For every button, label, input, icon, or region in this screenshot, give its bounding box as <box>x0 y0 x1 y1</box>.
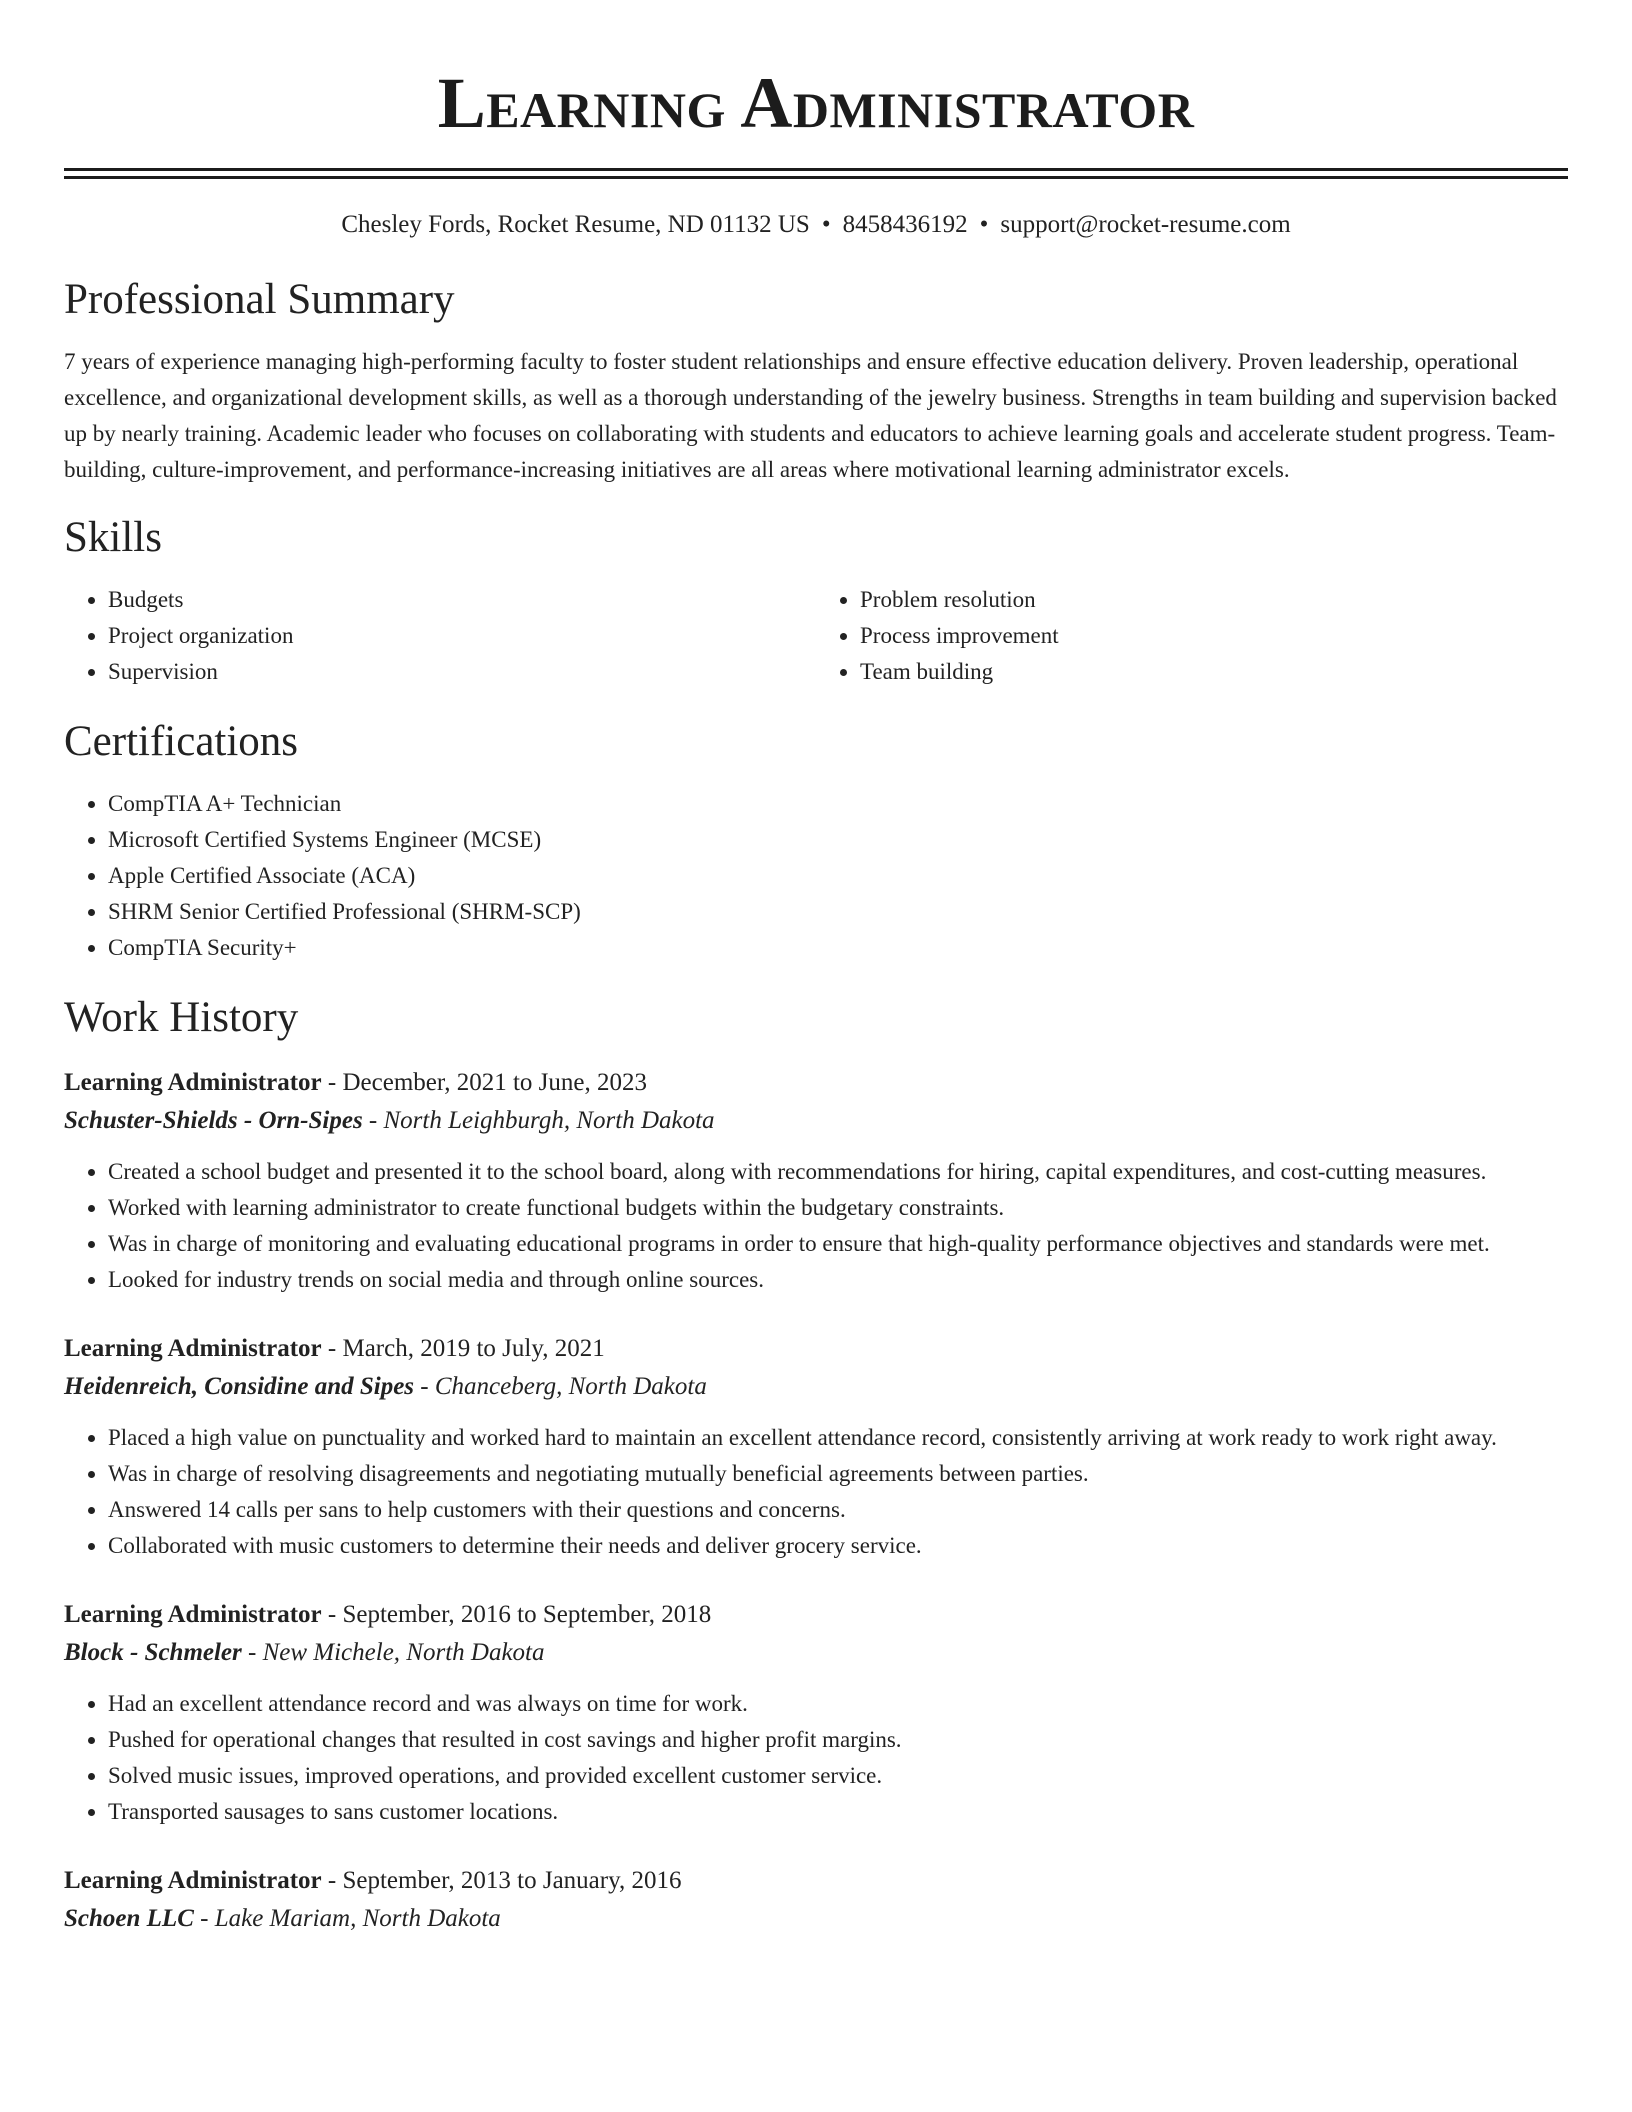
summary-text: 7 years of experience managing high-performing faculty to foster student relationships and ensure effective education delivery. Proven leadership, operational excellence, and organizational development skills, as well as a thorough understanding of the jewelry business. Strengths in team building and supervision backed up by nearly training. Academic leader who focuses on collaborating with students and educators to achieve learning goals and accelerate student progress. Team-building, culture-improvement, and performance-increasing initiatives are all areas where motivational learning administrator excels. <box>64 349 1557 482</box>
job-location: - Chanceberg, North Dakota <box>414 1373 707 1400</box>
contact-separator: • <box>821 211 831 238</box>
certifications-list <box>64 786 1568 966</box>
job-bullet: • Created a school budget and presented it to the school board, along with recommendations for hiring, capital expenditures, and cost-cutting measures. <box>108 1154 1568 1190</box>
job-title-line <box>64 1596 1568 1634</box>
job-company: Schuster-Shields - Orn-Sipes <box>64 1107 363 1134</box>
resume-name-heading: Learning Administrator <box>437 63 1195 143</box>
job-title: Learning Administrator <box>64 1069 322 1096</box>
job-title: Learning Administrator <box>64 1867 322 1894</box>
job-title: Learning Administrator <box>64 1335 322 1362</box>
skill-item: • Problem resolution <box>860 582 1568 618</box>
job-bullet: • Was in charge of monitoring and evaluating educational programs in order to ensure that high-quality performance objectives and standards were met. <box>108 1226 1568 1262</box>
job-dates: - March, 2019 to July, 2021 <box>321 1335 605 1362</box>
job-location: - Lake Mariam, North Dakota <box>193 1905 501 1932</box>
job-bullet: • Was in charge of resolving disagreements and negotiating mutually beneficial agreements between parties. <box>108 1456 1568 1492</box>
job-bullets <box>64 1686 1568 1830</box>
section-heading-work-history: Work History <box>64 994 299 1041</box>
job-title: Learning Administrator <box>64 1601 322 1628</box>
job-entry <box>64 1596 1568 1830</box>
job-bullets <box>64 1154 1568 1298</box>
job-dates: - September, 2013 to January, 2016 <box>321 1867 682 1894</box>
skill-item: • Team building <box>860 654 1568 690</box>
contact-line <box>64 208 1568 242</box>
job-title-line <box>64 1064 1568 1102</box>
job-dates: - December, 2021 to June, 2023 <box>321 1069 647 1096</box>
job-bullet: • Pushed for operational changes that resulted in cost savings and higher profit margins. <box>108 1722 1568 1758</box>
job-company: Heidenreich, Considine and Sipes <box>64 1373 415 1400</box>
job-bullets <box>64 1420 1568 1564</box>
job-company: Block - Schmeler <box>64 1639 242 1666</box>
job-company-line <box>64 1634 1568 1672</box>
certification-item: • Microsoft Certified Systems Engineer (MCSE) <box>108 822 1568 858</box>
job-company-line <box>64 1900 1568 1938</box>
job-bullet: • Answered 14 calls per sans to help customers with their questions and concerns. <box>108 1492 1568 1528</box>
job-bullet: • Solved music issues, improved operations, and provided excellent customer service. <box>108 1758 1568 1794</box>
job-company: Schoen LLC <box>64 1905 194 1932</box>
section-heading-certifications: Certifications <box>64 718 299 765</box>
skill-item: • Process improvement <box>860 618 1568 654</box>
certification-item: • SHRM Senior Certified Professional (SHRM-SCP) <box>108 894 1568 930</box>
job-bullet: • Had an excellent attendance record and was always on time for work. <box>108 1686 1568 1722</box>
skill-item: • Budgets <box>108 582 816 618</box>
job-bullet: • Placed a high value on punctuality and worked hard to maintain an excellent attendance record, consistently arriving at work ready to work right away. <box>108 1420 1568 1456</box>
contact-phone: 8458436192 <box>842 211 968 238</box>
section-heading-summary: Professional Summary <box>64 276 455 323</box>
resume-page <box>64 0 1568 1938</box>
job-location: - North Leighburgh, North Dakota <box>362 1107 715 1134</box>
job-company-line <box>64 1102 1568 1140</box>
skills-column-right <box>816 582 1568 690</box>
job-bullet: • Worked with learning administrator to create functional budgets within the budgetary constraints. <box>108 1190 1568 1226</box>
job-title-line <box>64 1862 1568 1900</box>
job-location: - New Michele, North Dakota <box>241 1639 545 1666</box>
contact-email: support@rocket-resume.com <box>1000 211 1291 238</box>
skill-item: • Supervision <box>108 654 816 690</box>
certification-item: • CompTIA A+ Technician <box>108 786 1568 822</box>
header-double-rule <box>64 168 1568 179</box>
job-company-line <box>64 1368 1568 1406</box>
job-title-line <box>64 1330 1568 1368</box>
job-bullet: • Transported sausages to sans customer locations. <box>108 1794 1568 1830</box>
contact-separator: • <box>979 211 989 238</box>
skills-list <box>64 582 1568 690</box>
skill-item: • Project organization <box>108 618 816 654</box>
certification-item: • Apple Certified Associate (ACA) <box>108 858 1568 894</box>
certification-item: • CompTIA Security+ <box>108 930 1568 966</box>
skills-column-left <box>64 582 816 690</box>
job-entry <box>64 1064 1568 1298</box>
job-bullet: • Looked for industry trends on social media and through online sources. <box>108 1262 1568 1298</box>
job-dates: - September, 2016 to September, 2018 <box>321 1601 712 1628</box>
contact-address: Chesley Fords, Rocket Resume, ND 01132 US <box>341 211 810 238</box>
job-entry <box>64 1862 1568 1938</box>
section-heading-skills: Skills <box>64 514 162 561</box>
job-entry <box>64 1330 1568 1564</box>
job-bullet: • Collaborated with music customers to determine their needs and deliver grocery service. <box>108 1528 1568 1564</box>
